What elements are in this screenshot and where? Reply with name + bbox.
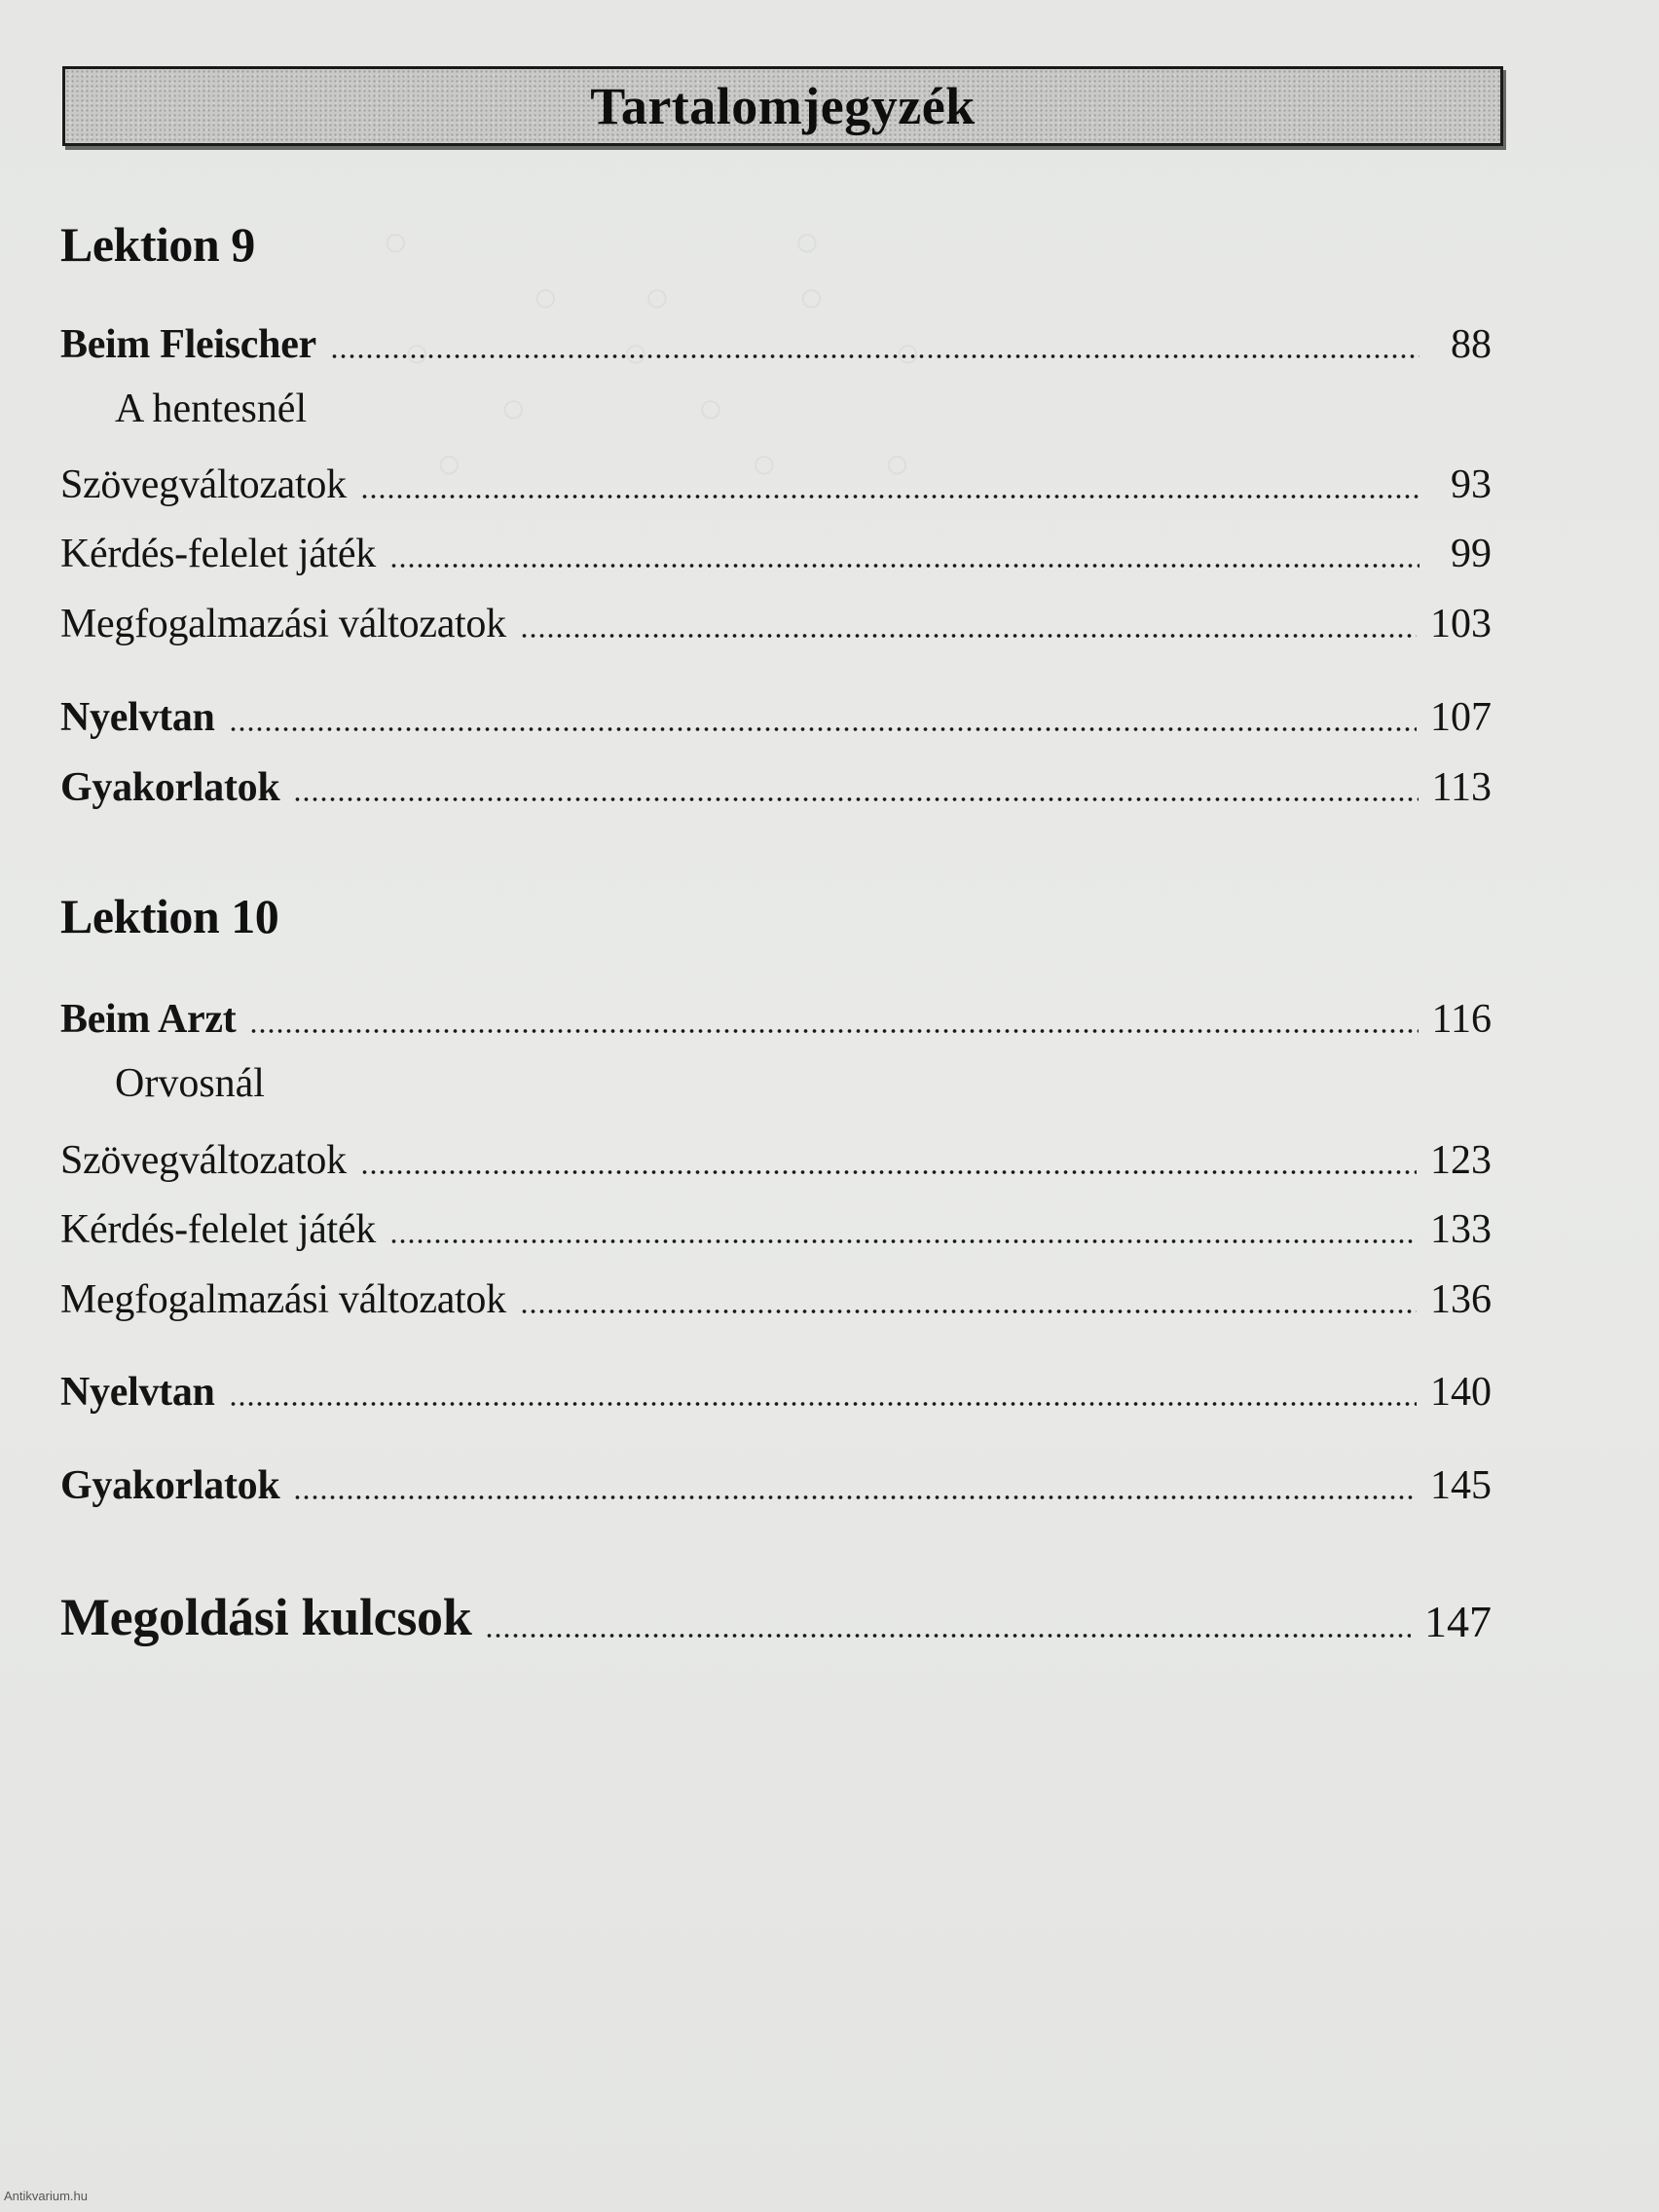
toc-entry-label: Gyakorlatok: [60, 1463, 280, 1508]
toc-entry-label: Gyakorlatok: [60, 765, 280, 810]
toc-entry[interactable]: [60, 682, 1492, 741]
toc-page-number: 88: [1451, 322, 1492, 367]
title-banner: [62, 66, 1503, 146]
toc-entry-label: Kérdés-felelet játék: [60, 532, 376, 576]
dot-leader: [293, 797, 1418, 801]
dot-leader: [485, 1634, 1411, 1638]
dot-leader: [520, 1309, 1417, 1313]
toc-entry-label: Nyelvtan: [60, 695, 215, 740]
lesson-9-heading: Lektion 9: [60, 217, 255, 272]
toc-entry[interactable]: [60, 1125, 1492, 1184]
toc-entry[interactable]: [60, 1357, 1492, 1416]
toc-page-number: 93: [1451, 462, 1492, 507]
toc-entry-label: Szövegváltozatok: [60, 462, 347, 507]
toc-page-number: 116: [1431, 997, 1492, 1042]
toc-subtitle: Orvosnál: [115, 1061, 265, 1106]
toc-entry[interactable]: [60, 984, 1492, 1043]
toc-entry-label: Nyelvtan: [60, 1370, 215, 1415]
dot-leader: [293, 1495, 1417, 1499]
toc-page-number: 99: [1451, 532, 1492, 576]
dot-leader: [389, 564, 1419, 568]
toc-entry-label: Beim Fleischer: [60, 322, 316, 367]
toc-entry-label: Beim Arzt: [60, 997, 237, 1042]
toc-page-number: 145: [1430, 1463, 1492, 1508]
toc-entry-label: Megfogalmazási változatok: [60, 1277, 506, 1322]
dot-leader: [389, 1239, 1417, 1243]
watermark-text: Antikvarium.hu: [4, 2189, 88, 2203]
dot-leader: [520, 634, 1417, 638]
toc-entry[interactable]: [60, 310, 1492, 368]
toc-page-number: 140: [1430, 1370, 1492, 1415]
toc-page-number: 136: [1430, 1277, 1492, 1322]
toc-entry[interactable]: [60, 519, 1492, 577]
toc-page-number: 147: [1424, 1597, 1492, 1646]
toc-subtitle: A hentesnél: [115, 387, 308, 431]
toc-entry[interactable]: [60, 1451, 1492, 1509]
dot-leader: [229, 727, 1417, 731]
toc-page-number: 133: [1430, 1207, 1492, 1252]
toc-entry[interactable]: [60, 1265, 1492, 1323]
toc-page-number: 123: [1430, 1138, 1492, 1183]
dot-leader: [360, 1170, 1417, 1174]
toc-entry-label: Kérdés-felelet játék: [60, 1207, 376, 1252]
toc-entry-label: Megoldási kulcsok: [60, 1588, 472, 1646]
lesson-10-heading: Lektion 10: [60, 889, 279, 943]
toc-page-number: 113: [1431, 765, 1492, 810]
toc-entry-label: Megfogalmazási változatok: [60, 602, 506, 646]
toc-entry[interactable]: [60, 589, 1492, 647]
toc-page-number: 103: [1430, 602, 1492, 646]
toc-entry[interactable]: [60, 753, 1492, 811]
toc-page-number: 107: [1430, 695, 1492, 740]
dot-leader: [360, 495, 1419, 498]
toc-entry-label: Szövegváltozatok: [60, 1138, 347, 1183]
dot-leader: [249, 1029, 1418, 1033]
toc-entry[interactable]: [60, 1195, 1492, 1253]
page-title: Tartalomjegyzék: [590, 77, 976, 135]
dot-leader: [330, 354, 1419, 358]
toc-entry[interactable]: [60, 450, 1492, 508]
dot-leader: [229, 1402, 1417, 1406]
toc-entry-answer-keys[interactable]: [60, 1579, 1492, 1647]
